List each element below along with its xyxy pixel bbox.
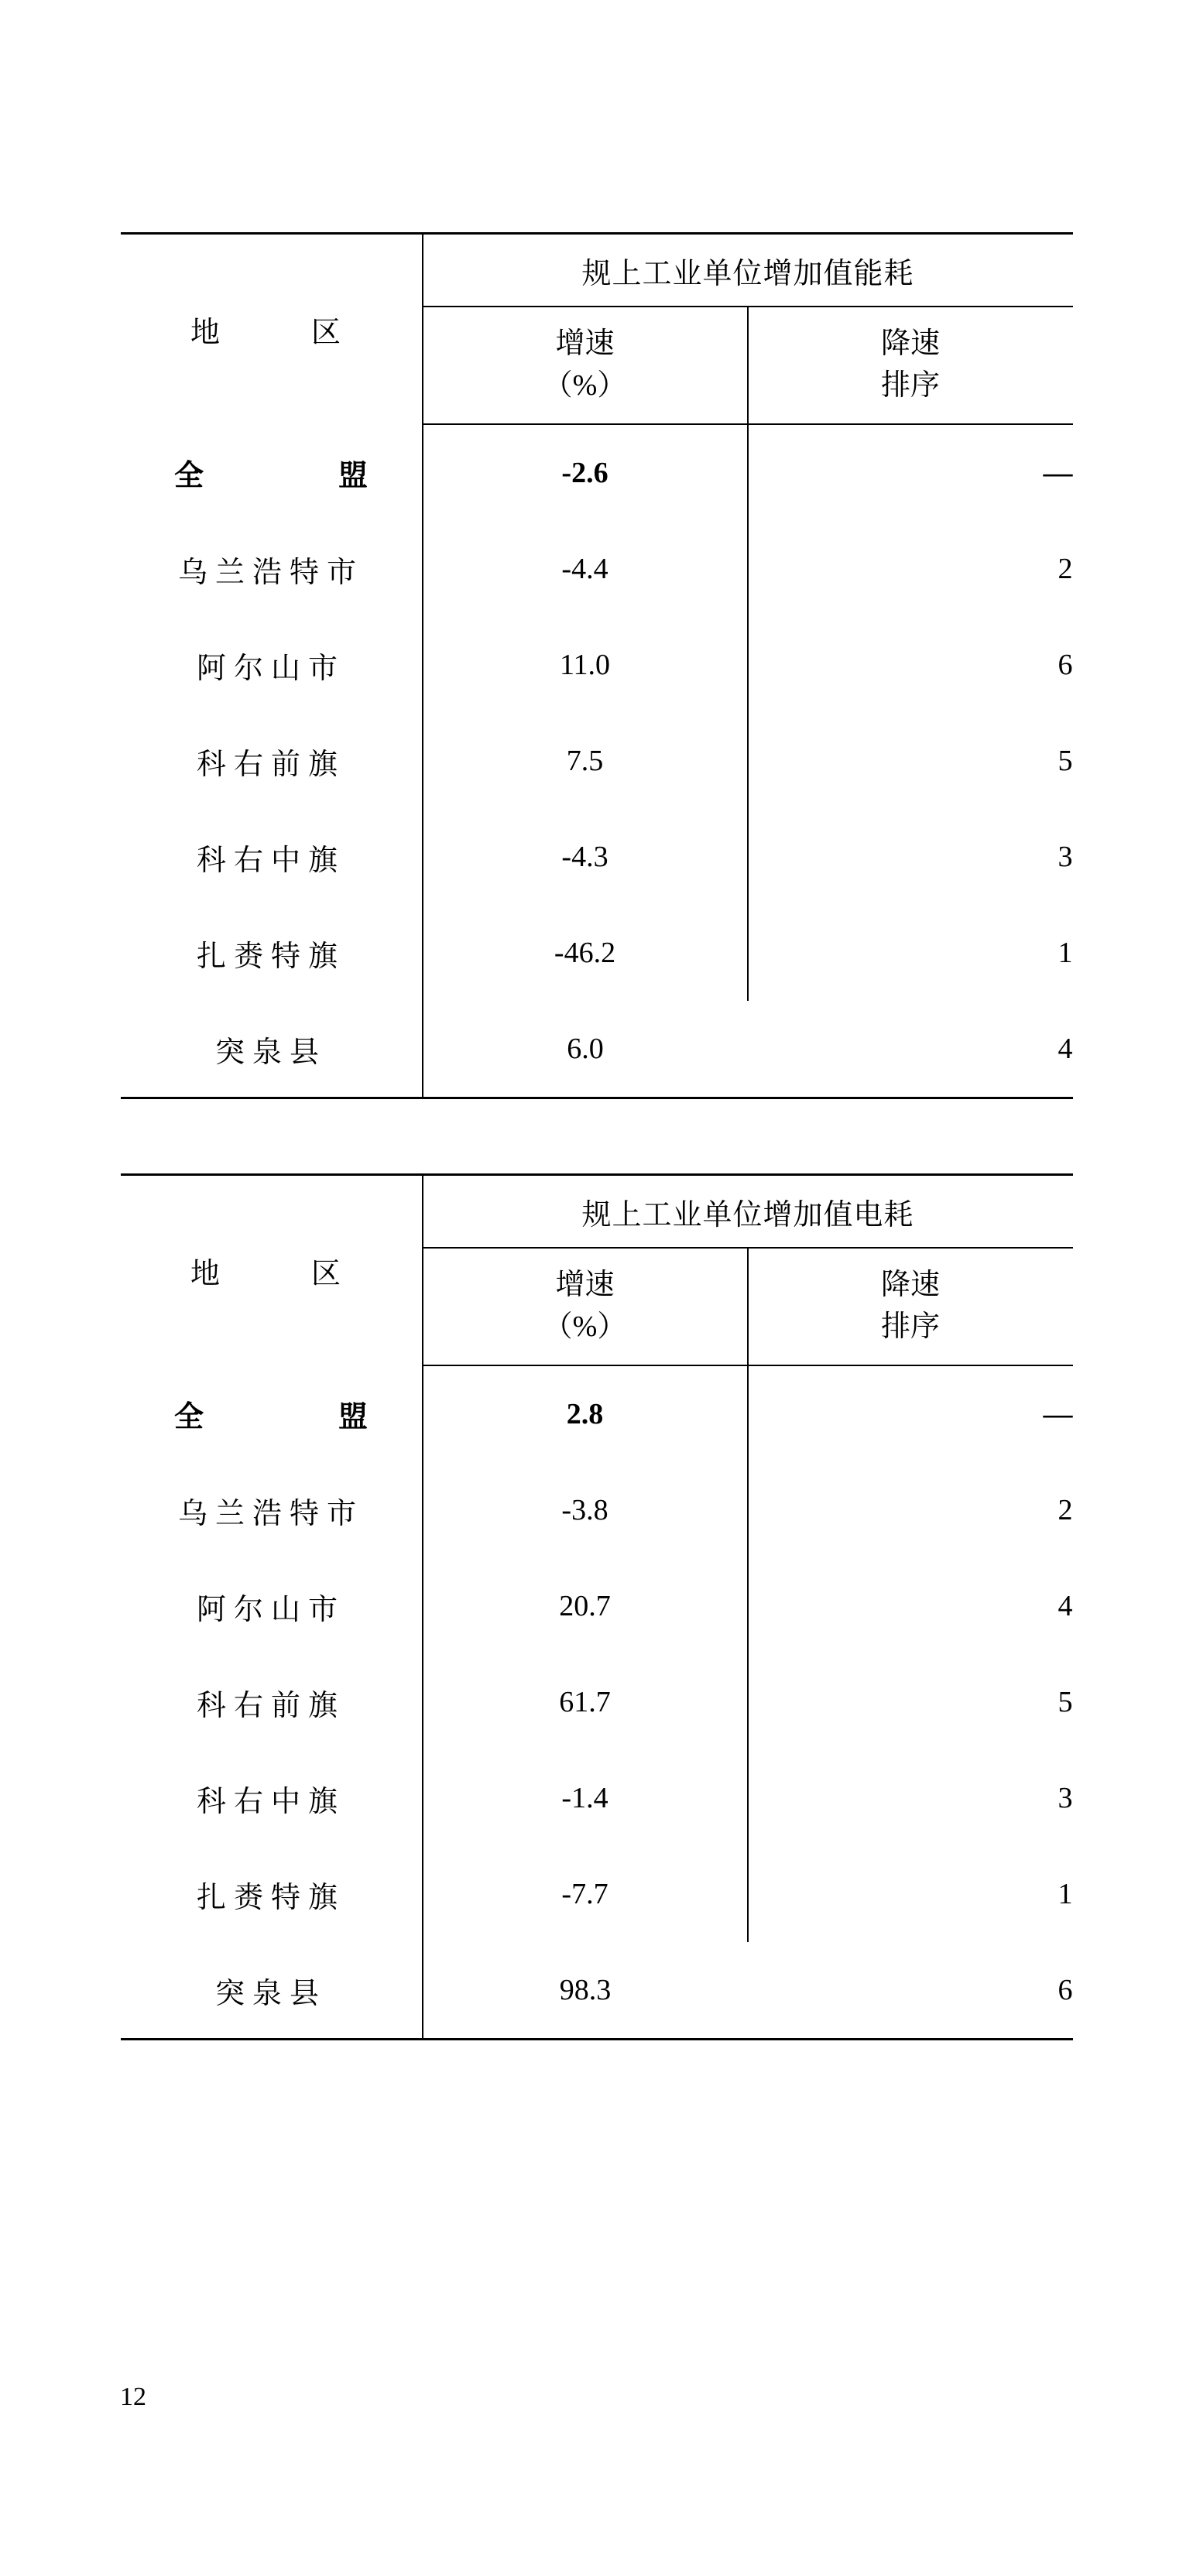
column-header-growth-rate: [423, 1248, 748, 1365]
table-body: [121, 1365, 1073, 2040]
table-header: [121, 1175, 1073, 1366]
row-label: 阿尔山市: [121, 617, 423, 713]
column-header-rank-line1: 降速: [881, 327, 941, 361]
row-growth-rate: -7.7: [423, 1846, 748, 1942]
table-row: [121, 1001, 1073, 1098]
table-row: [121, 1365, 1073, 1462]
column-header-rank-line2: 排序: [881, 369, 941, 402]
row-rank: 1: [1058, 1878, 1073, 1910]
table-row: [121, 809, 1073, 905]
row-label: 扎赉特旗: [121, 1846, 423, 1942]
row-rank: 2: [1058, 553, 1073, 585]
table-row: [121, 1942, 1073, 2040]
row-growth-rate: 61.7: [423, 1654, 748, 1750]
row-rank: 4: [748, 1001, 1073, 1098]
row-label: 扎赉特旗: [121, 905, 423, 1001]
row-rank: —: [1043, 1398, 1073, 1430]
row-rank: —: [1043, 457, 1073, 489]
table-row: [121, 1558, 1073, 1654]
row-rank: 3: [1058, 1782, 1073, 1814]
column-header-region: 地 区: [121, 1175, 423, 1366]
row-label: 乌兰浩特市: [121, 521, 423, 617]
row-label: 突泉县: [121, 1942, 423, 2040]
row-growth-rate: -4.4: [423, 521, 748, 617]
table-header: [121, 234, 1073, 425]
row-growth-rate: -1.4: [423, 1750, 748, 1846]
row-label: 突泉县: [121, 1001, 423, 1098]
table-spacer: [0, 1099, 1193, 1173]
energy-consumption-table-block: [121, 0, 1073, 1099]
row-label: 科右前旗: [121, 1654, 423, 1750]
row-growth-rate: -46.2: [423, 905, 748, 1001]
electricity-consumption-table-block: [121, 1173, 1073, 2040]
row-label: 全盟: [121, 424, 423, 521]
table-row: [121, 1462, 1073, 1558]
row-growth-rate: -2.6: [423, 424, 748, 521]
row-growth-rate: 20.7: [423, 1558, 748, 1654]
row-growth-rate: 2.8: [423, 1365, 748, 1462]
row-growth-rate: 98.3: [423, 1942, 748, 2040]
table-row: [121, 713, 1073, 809]
row-rank: 3: [1058, 841, 1073, 873]
column-header-region: 地 区: [121, 234, 423, 425]
table-row: [121, 617, 1073, 713]
energy-consumption-table: [121, 232, 1073, 1099]
table-row: [121, 1654, 1073, 1750]
column-header-growth-rate-line1: 增速: [555, 1269, 615, 1302]
row-label: 阿尔山市: [121, 1558, 423, 1654]
row-rank: 6: [748, 1942, 1073, 2040]
row-growth-rate: -3.8: [423, 1462, 748, 1558]
row-growth-rate: 11.0: [423, 617, 748, 713]
table-row: [121, 521, 1073, 617]
table-body: [121, 424, 1073, 1098]
table-row: [121, 905, 1073, 1001]
column-group-header: 规上工业单位增加值能耗: [423, 234, 1073, 307]
row-growth-rate: -4.3: [423, 809, 748, 905]
row-label: 全盟: [121, 1365, 423, 1462]
column-header-growth-rate: [423, 307, 748, 424]
page-number: 12: [120, 2382, 146, 2411]
column-header-rank: [748, 1248, 1073, 1365]
row-growth-rate: 7.5: [423, 713, 748, 809]
column-group-header: 规上工业单位增加值电耗: [423, 1175, 1073, 1249]
electricity-consumption-table: [121, 1173, 1073, 2040]
column-header-growth-rate-line2: （%）: [543, 369, 627, 402]
row-rank: 5: [1058, 1686, 1073, 1718]
row-label: 科右前旗: [121, 713, 423, 809]
column-header-growth-rate-line1: 增速: [555, 327, 615, 361]
column-header-rank-line2: 排序: [881, 1310, 941, 1343]
row-label: 科右中旗: [121, 809, 423, 905]
row-growth-rate: 6.0: [423, 1001, 748, 1098]
table-row: [121, 1846, 1073, 1942]
row-rank: 4: [1058, 1590, 1073, 1622]
row-rank: 5: [1058, 745, 1073, 777]
row-rank: 2: [1058, 1494, 1073, 1526]
row-label: 乌兰浩特市: [121, 1462, 423, 1558]
row-label: 科右中旗: [121, 1750, 423, 1846]
column-header-growth-rate-line2: （%）: [543, 1310, 627, 1343]
column-header-rank: [748, 307, 1073, 424]
table-row: [121, 424, 1073, 521]
row-rank: 1: [1058, 937, 1073, 969]
column-header-rank-line1: 降速: [881, 1269, 941, 1302]
table-row: [121, 1750, 1073, 1846]
row-rank: 6: [1058, 649, 1073, 681]
